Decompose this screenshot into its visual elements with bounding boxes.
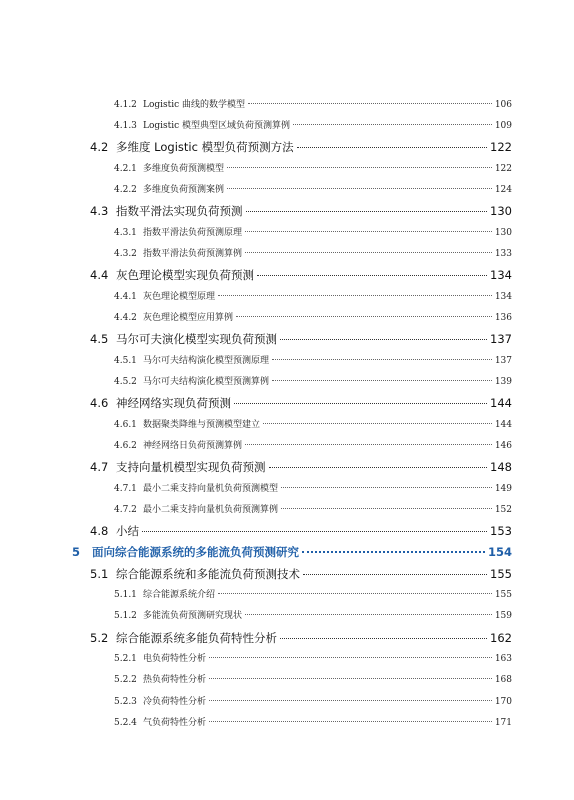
dot-leader — [245, 444, 492, 445]
entry-title: 气负荷特性分析 — [143, 718, 207, 728]
entry-title: Logistic 曲线的数学模型 — [143, 100, 246, 110]
entry-number: 4.3 — [90, 204, 109, 218]
entry-title: 冷负荷特性分析 — [143, 697, 207, 707]
entry-number: 4.3.2 — [114, 249, 137, 259]
subsection-entry[interactable] — [114, 97, 512, 110]
entry-number: 4.7.1 — [114, 484, 137, 494]
entry-title: 面向综合能源系统的多能流负荷预测研究 — [92, 545, 299, 559]
entry-page-number: 137 — [494, 356, 512, 366]
dot-leader — [218, 295, 492, 296]
entry-page-number: 171 — [494, 718, 512, 728]
entry-page-number: 109 — [494, 121, 512, 131]
entry-title: 灰色理论模型实现负荷预测 — [116, 268, 254, 282]
subsection-entry[interactable] — [114, 672, 512, 685]
entry-page-number: 144 — [490, 396, 512, 410]
subsection-entry[interactable] — [114, 715, 512, 728]
entry-number: 4.7.2 — [114, 505, 137, 515]
entry-page-number: 134 — [490, 268, 512, 282]
entry-title: 多维度负荷预测案例 — [143, 185, 225, 195]
entry-page-number: 159 — [494, 611, 512, 621]
section-entry[interactable] — [90, 630, 512, 646]
section-entry[interactable] — [90, 267, 512, 283]
entry-page-number: 130 — [490, 204, 512, 218]
entry-title: 灰色理论模型原理 — [143, 292, 216, 302]
entry-title: 马尔可夫演化模型实现负荷预测 — [116, 332, 277, 346]
dot-leader — [245, 231, 492, 232]
section-entry[interactable] — [90, 566, 512, 582]
dot-leader — [236, 316, 492, 317]
entry-title: 最小二乘支持向量机负荷预测模型 — [143, 484, 279, 494]
subsection-entry[interactable] — [114, 246, 512, 259]
entry-number: 4.4.1 — [114, 292, 137, 302]
subsection-entry[interactable] — [114, 353, 512, 366]
entry-number: 4.6 — [90, 396, 109, 410]
subsection-entry[interactable] — [114, 481, 512, 494]
entry-number: 5 — [72, 545, 81, 559]
entry-title: 多维度 Logistic 模型负荷预测方法 — [116, 140, 294, 154]
entry-title: 神经网络日负荷预测算例 — [143, 441, 243, 451]
entry-page-number: 122 — [494, 164, 512, 174]
dot-leader — [245, 614, 492, 615]
subsection-entry[interactable] — [114, 502, 512, 515]
dot-leader — [280, 339, 487, 340]
entry-number: 4.4 — [90, 268, 109, 282]
subsection-entry[interactable] — [114, 118, 512, 131]
entry-title: 综合能源系统多能负荷特性分析 — [116, 631, 277, 645]
entry-page-number: 133 — [494, 249, 512, 259]
entry-page-number: 149 — [494, 484, 512, 494]
subsection-entry[interactable] — [114, 417, 512, 430]
entry-title: 马尔可夫结构演化模型预测算例 — [143, 377, 270, 387]
entry-title: 多维度负荷预测模型 — [143, 164, 225, 174]
dot-leader — [297, 147, 487, 148]
subsection-entry[interactable] — [114, 587, 512, 600]
subsection-entry[interactable] — [114, 694, 512, 707]
dot-leader — [227, 167, 492, 168]
dot-leader — [209, 700, 492, 701]
entry-page-number: 163 — [494, 654, 512, 664]
dot-leader — [281, 508, 492, 509]
entry-number: 4.2 — [90, 140, 109, 154]
dot-leader — [209, 721, 492, 722]
dot-leader — [269, 467, 488, 468]
entry-number: 5.2.3 — [114, 697, 137, 707]
subsection-entry[interactable] — [114, 651, 512, 664]
entry-page-number: 106 — [494, 100, 512, 110]
subsection-entry[interactable] — [114, 225, 512, 238]
entry-number: 5.1.2 — [114, 611, 137, 621]
subsection-entry[interactable] — [114, 438, 512, 451]
entry-title: 神经网络实现负荷预测 — [116, 396, 231, 410]
entry-number: 4.6.2 — [114, 441, 137, 451]
entry-number: 5.1.1 — [114, 590, 137, 600]
dot-leader — [209, 678, 492, 679]
entry-page-number: 152 — [494, 505, 512, 515]
dot-leader — [302, 551, 485, 553]
chapter-entry[interactable] — [72, 544, 512, 560]
entry-title: 支持向量机模型实现负荷预测 — [116, 460, 266, 474]
dot-leader — [293, 124, 492, 125]
dot-leader — [227, 188, 492, 189]
dot-leader — [263, 423, 492, 424]
section-entry[interactable] — [90, 523, 512, 539]
entry-number: 4.4.2 — [114, 313, 137, 323]
subsection-entry[interactable] — [114, 289, 512, 302]
entry-title: 指数平滑法负荷预测原理 — [143, 228, 243, 238]
dot-leader — [280, 638, 487, 639]
entry-number: 4.5.2 — [114, 377, 137, 387]
entry-number: 4.5 — [90, 332, 109, 346]
dot-leader — [234, 403, 487, 404]
section-entry[interactable] — [90, 139, 512, 155]
entry-page-number: 170 — [494, 697, 512, 707]
entry-title: 指数平滑法负荷预测算例 — [143, 249, 243, 259]
entry-page-number: 144 — [494, 420, 512, 430]
dot-leader — [245, 252, 492, 253]
section-entry[interactable] — [90, 203, 512, 219]
dot-leader — [272, 359, 492, 360]
section-entry[interactable] — [90, 459, 512, 475]
entry-number: 4.8 — [90, 524, 109, 538]
entry-title: 灰色理论模型应用算例 — [143, 313, 234, 323]
entry-title: 综合能源系统介绍 — [143, 590, 216, 600]
entry-number: 5.2 — [90, 631, 109, 645]
entry-number: 4.2.2 — [114, 185, 137, 195]
entry-page-number: 124 — [494, 185, 512, 195]
entry-page-number: 148 — [490, 460, 512, 474]
entry-title: 指数平滑法实现负荷预测 — [116, 204, 243, 218]
dot-leader — [246, 211, 488, 212]
entry-number: 4.3.1 — [114, 228, 137, 238]
entry-number: 5.1 — [90, 567, 109, 581]
entry-page-number: 162 — [490, 631, 512, 645]
entry-number: 5.2.2 — [114, 675, 137, 685]
entry-title: 马尔可夫结构演化模型预测原理 — [143, 356, 270, 366]
dot-leader — [303, 574, 487, 575]
subsection-entry[interactable] — [114, 161, 512, 174]
dot-leader — [218, 593, 492, 594]
section-entry[interactable] — [90, 331, 512, 347]
subsection-entry[interactable] — [114, 374, 512, 387]
subsection-entry[interactable] — [114, 310, 512, 323]
entry-number: 4.7 — [90, 460, 109, 474]
entry-page-number: 139 — [494, 377, 512, 387]
entry-title: 小结 — [116, 524, 139, 538]
entry-number: 4.1.2 — [114, 100, 137, 110]
section-entry[interactable] — [90, 395, 512, 411]
entry-title: 多能流负荷预测研究现状 — [143, 611, 243, 621]
dot-leader — [209, 657, 492, 658]
dot-leader — [272, 380, 492, 381]
entry-title: 综合能源系统和多能流负荷预测技术 — [116, 567, 300, 581]
entry-page-number: 134 — [494, 292, 512, 302]
entry-title: 最小二乘支持向量机负荷预测算例 — [143, 505, 279, 515]
entry-page-number: 154 — [487, 545, 512, 559]
entry-number: 5.2.4 — [114, 718, 137, 728]
entry-page-number: 168 — [494, 675, 512, 685]
dot-leader — [142, 531, 487, 532]
entry-number: 4.5.1 — [114, 356, 137, 366]
entry-title: 电负荷特性分析 — [143, 654, 207, 664]
entry-page-number: 155 — [490, 567, 512, 581]
subsection-entry[interactable] — [114, 182, 512, 195]
entry-page-number: 155 — [494, 590, 512, 600]
dot-leader — [257, 275, 487, 276]
entry-title: 热负荷特性分析 — [143, 675, 207, 685]
entry-number: 4.2.1 — [114, 164, 137, 174]
entry-page-number: 136 — [494, 313, 512, 323]
entry-page-number: 137 — [490, 332, 512, 346]
entry-page-number: 146 — [494, 441, 512, 451]
entry-title: 数据聚类降维与预测模型建立 — [143, 420, 261, 430]
entry-page-number: 130 — [494, 228, 512, 238]
entry-number: 4.1.3 — [114, 121, 137, 131]
entry-page-number: 122 — [490, 140, 512, 154]
entry-number: 5.2.1 — [114, 654, 137, 664]
entry-page-number: 153 — [490, 524, 512, 538]
dot-leader — [248, 103, 492, 104]
dot-leader — [281, 487, 492, 488]
entry-number: 4.6.1 — [114, 420, 137, 430]
entry-title: Logistic 模型典型区域负荷预测算例 — [143, 121, 291, 131]
subsection-entry[interactable] — [114, 608, 512, 621]
